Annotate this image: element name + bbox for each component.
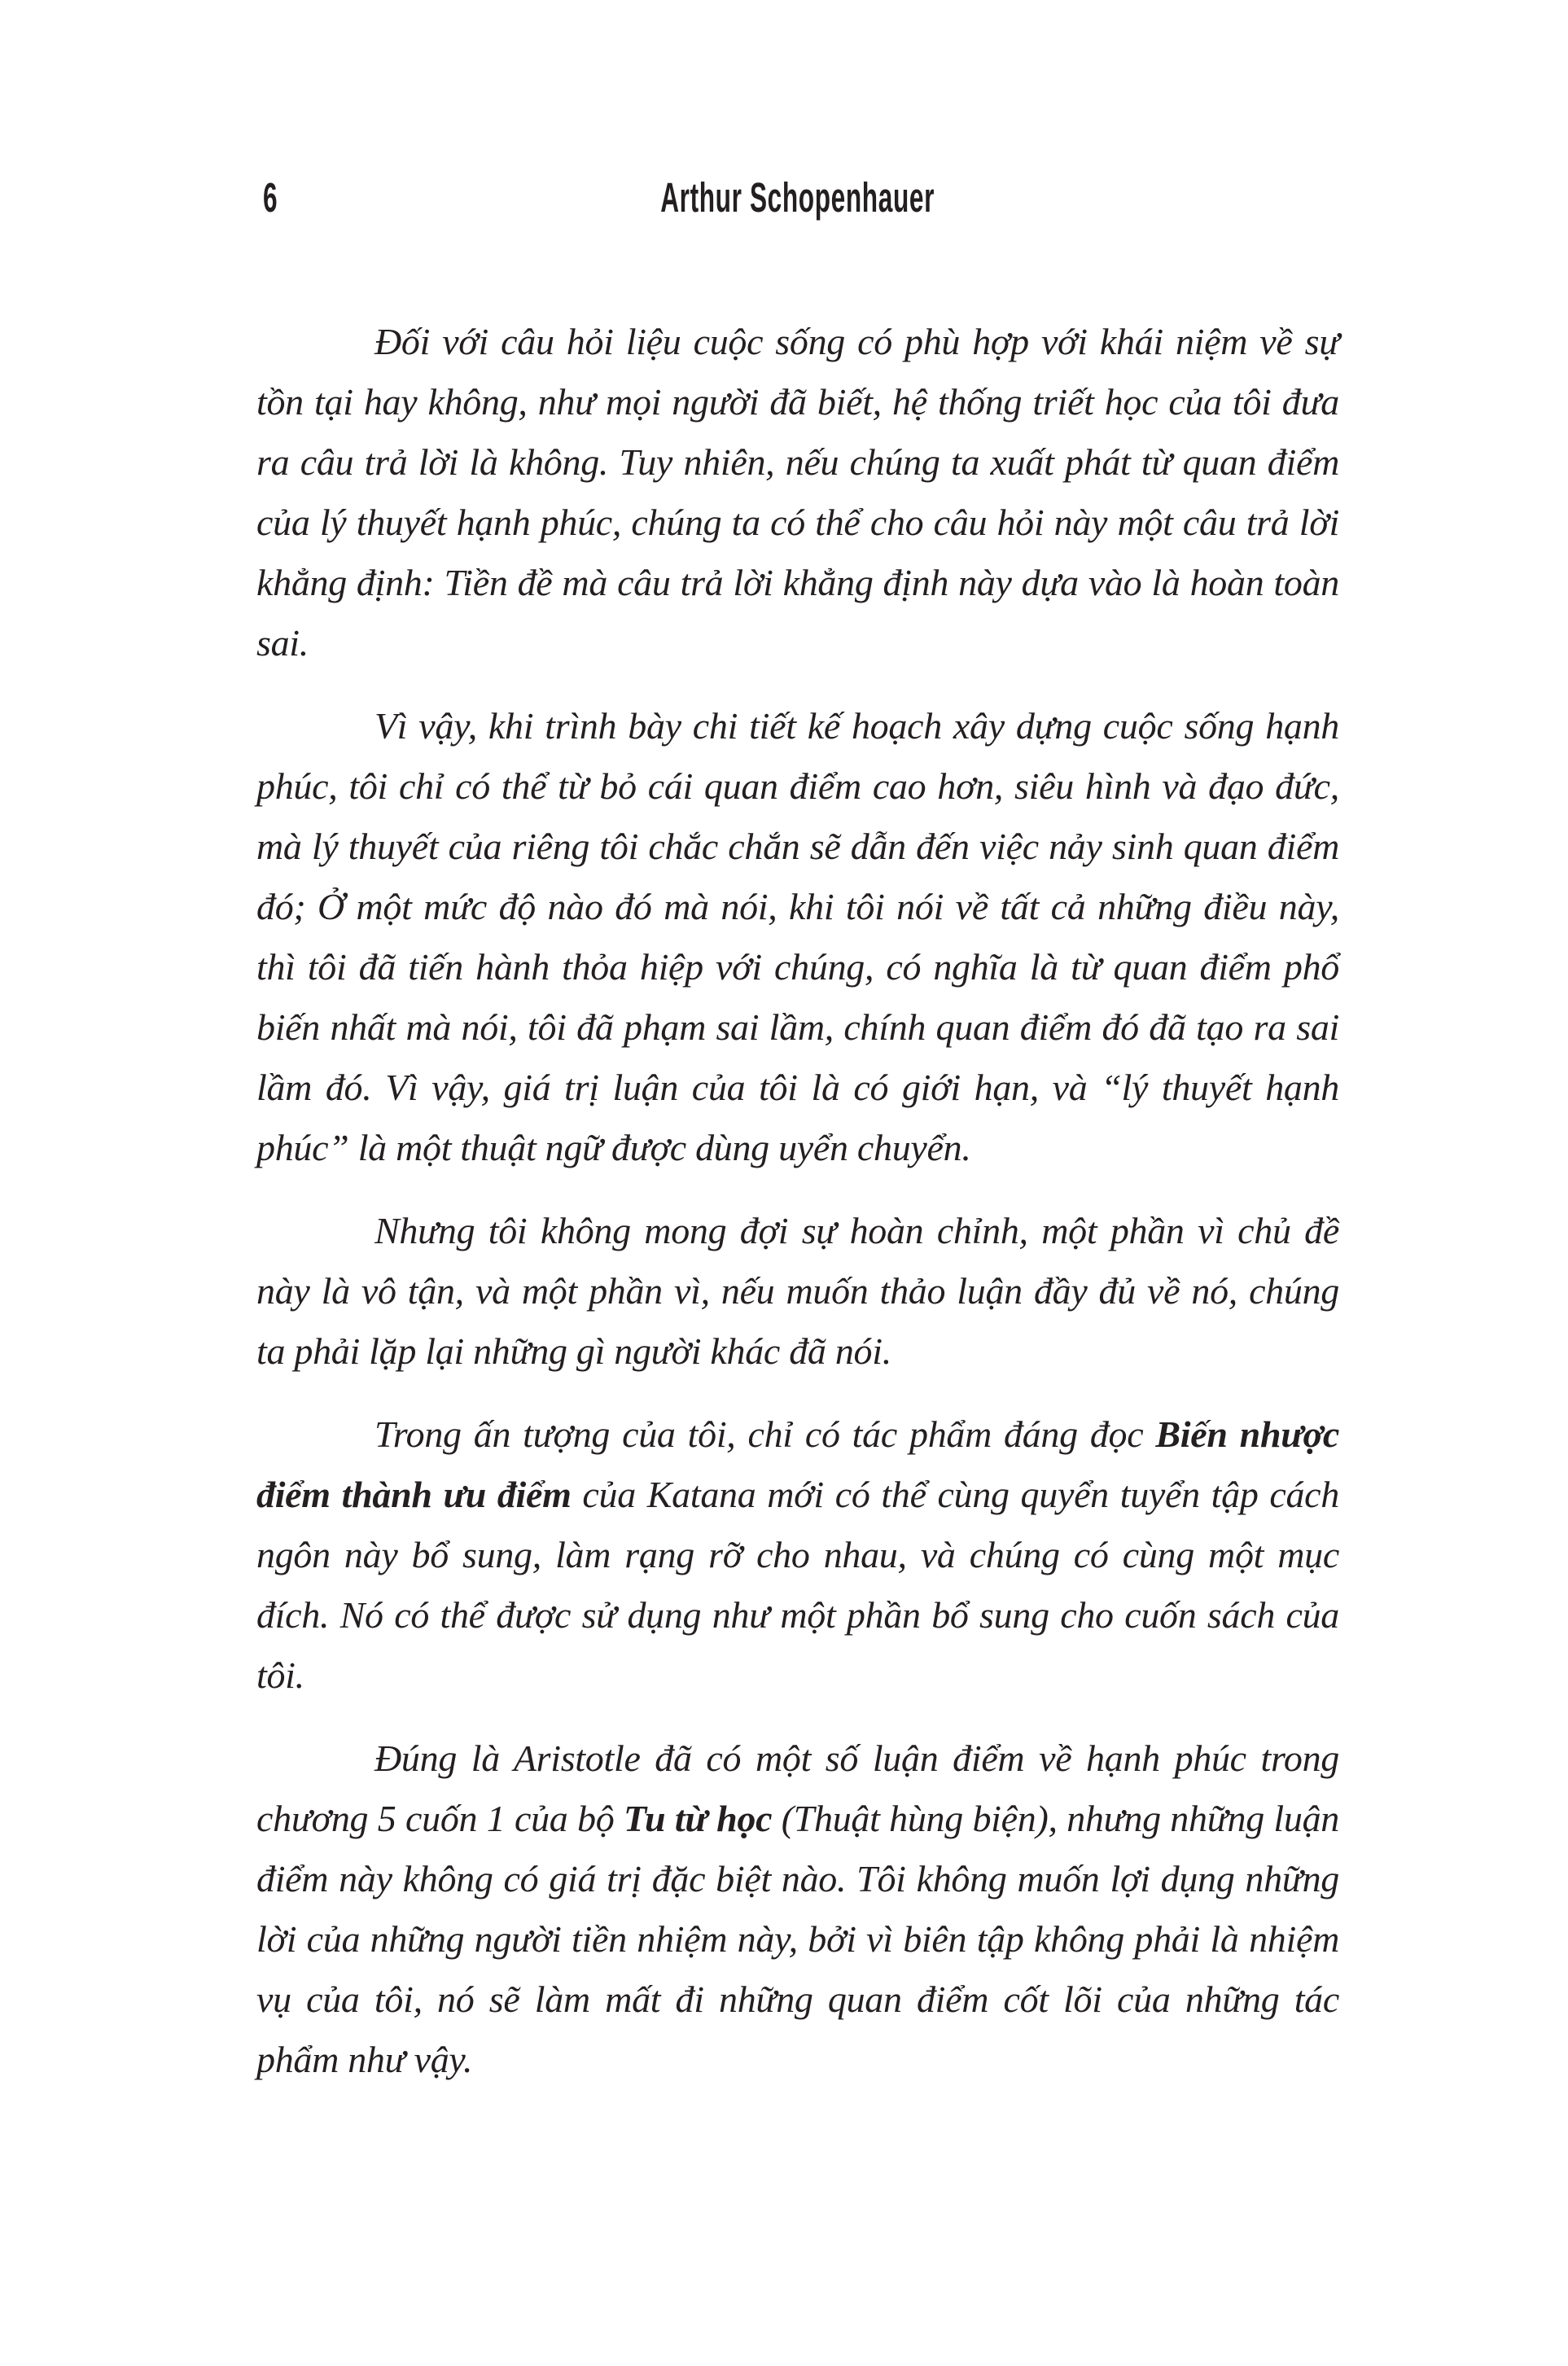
running-title-wrap <box>256 173 1339 221</box>
paragraph <box>256 1728 1339 2090</box>
text-segment: Nhưng tôi không mong đợi sự hoàn chỉnh, một phần vì chủ đề này là vô tận, và một phần vì, nếu muốn thảo luận đầy đủ về nó, chúng ta phải lặp lại những gì người khác đã nói. <box>256 1210 1339 1372</box>
text-segment: (Thuật hùng biện), nhưng những luận điểm này không có giá trị đặc biệt nào. Tôi không muốn lợi dụng những lời của những người tiền nhiệm này, bởi vì biên tập không phải là nhiệm vụ của tôi, nó sẽ làm mất đi những quan điểm cốt lõi của những tác phẩm như vậy. <box>256 1798 1339 2080</box>
text-segment: Đối với câu hỏi liệu cuộc sống có phù hợp với khái niệm về sự tồn tại hay không, như mọi người đã biết, hệ thống triết học của tôi đưa ra câu trả lời là không. Tuy nhiên, nếu chúng ta xuất phát từ quan điểm của lý thuyết hạnh phúc, chúng ta có thể cho câu hỏi này một câu trả lời khẳng định: Tiền đề mà câu trả lời khẳng định này dựa vào là hoàn toàn sai. <box>256 321 1339 664</box>
page-number: 6 <box>263 174 278 221</box>
text-segment: của Katana mới có thể cùng quyển tuyển tập cách ngôn này bổ sung, làm rạng rỡ cho nhau, và chúng có cùng một mục đích. Nó có thể được sử dụng như một phần bổ sung cho cuốn sách của tôi. <box>256 1474 1339 1696</box>
bold-title-segment: Tu từ học <box>623 1798 773 1839</box>
running-title: Arthur Schopenhauer <box>660 174 935 221</box>
body-text-block <box>256 312 1339 2090</box>
text-segment: Vì vậy, khi trình bày chi tiết kế hoạch xây dựng cuộc sống hạnh phúc, tôi chỉ có thể từ bỏ cái quan điểm cao hơn, siêu hình và đạo đức, mà lý thuyết của riêng tôi chắc chắn sẽ dẫn đến việc nảy sinh quan điểm đó; Ở một mức độ nào đó mà nói, khi tôi nói về tất cả những điều này, thì tôi đã tiến hành thỏa hiệp với chúng, có nghĩa là từ quan điểm phổ biến nhất mà nói, tôi đã phạm sai lầm, chính quan điểm đó đã tạo ra sai lầm đó. Vì vậy, giá trị luận của tôi là có giới hạn, và “lý thuyết hạnh phúc” là một thuật ngữ được dùng uyển chuyển. <box>256 705 1339 1168</box>
text-segment: Đúng là Aristotle đã có một số luận điểm về hạnh phúc trong chương 5 cuốn 1 của bộ <box>256 1737 1339 1839</box>
paragraph <box>256 1404 1339 1706</box>
running-header <box>256 173 1339 226</box>
text-segment: Trong ấn tượng của tôi, chỉ có tác phẩm đáng đọc <box>374 1413 1156 1455</box>
bold-title-segment: Biến nhược điểm thành ưu điểm <box>256 1413 1339 1515</box>
paragraph <box>256 312 1339 673</box>
paragraph <box>256 1201 1339 1382</box>
paragraph <box>256 696 1339 1178</box>
